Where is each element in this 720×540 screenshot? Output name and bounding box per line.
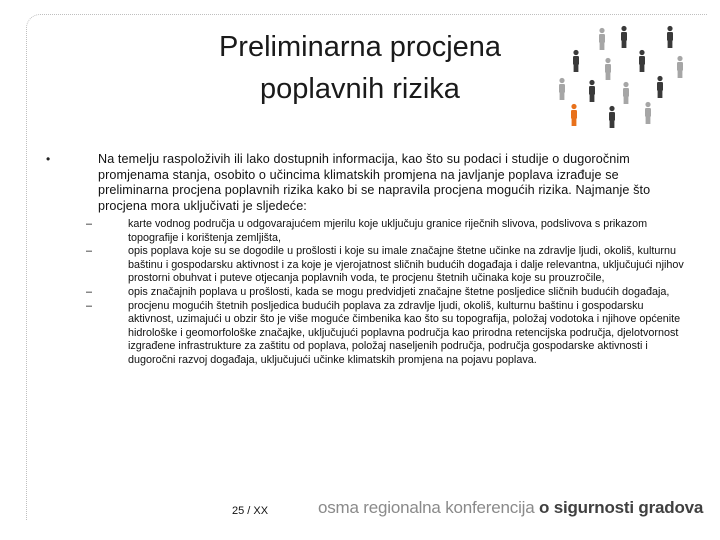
person-figure-icon	[559, 78, 565, 100]
sub-item-text: opis poplava koje su se dogodile u prošlosti i koje su imale značajne štetne učinke na zdravlje ljudi, okoliš, kulturnu baštinu i gospodarsku aktivnost i za koje je vjerojatnost sličnih budućih događaja i dalje relevantna, uključujući njihov prostorni obuhvat i puteve otjecanja poplavnih voda, te procjenu štetnih učinaka koje su prouzročile,	[128, 245, 684, 285]
sub-list	[86, 218, 686, 368]
brand-bold-text: o sigurnosti gradova	[539, 498, 704, 517]
sub-item-text: karte vodnog područja u odgovarajućem mjerilu koje uključuju granice riječnih slivova, podslivova s prikazom topografije i korištenja zemljišta,	[128, 218, 648, 244]
sub-item-text: procjenu mogućih štetnih posljedica budućih poplava za zdravlje ljudi, okoliš, kulturnu baštinu i gospodarsku aktivnost, uzimajući u obzir što je više moguće čimbenika kao što su topografija, položaj vodotoka i njihove općenite hidrološke i geomorfološke značajke, uključujući poplavna područja kao prirodna retencijska područja, djelotvornost izgrađene infrastrukture za zaštitu od poplava, položaj naseljenih područja, područja gospodarske aktivnosti i dugoročni razvoj događaja, uključujući učinke klimatskih promjena na pojavu poplava.	[128, 299, 681, 366]
person-figure-icon	[609, 106, 615, 128]
sub-item-4	[86, 300, 686, 368]
person-figure-icon	[573, 50, 579, 72]
sub-item-2	[86, 245, 686, 286]
person-figure-icon	[645, 102, 651, 124]
person-figure-icon	[639, 50, 645, 72]
sub-item-text: opis značajnih poplava u prošlosti, kada se mogu predvidjeti značajne štetne posljedice sličnih budućih događaja,	[128, 285, 670, 298]
page-number: 25 / XX	[232, 505, 269, 517]
slide-title	[150, 26, 570, 110]
person-figure-icon	[657, 76, 663, 98]
sub-item-dash: –	[86, 218, 93, 230]
brand-light-text: osma regionalna konferencija	[318, 498, 535, 517]
person-figure-icon	[589, 80, 595, 102]
people-network-icon	[552, 20, 692, 130]
sub-item-dash: –	[86, 299, 93, 312]
sub-item-dash: –	[86, 285, 93, 298]
sub-item-dash: –	[86, 245, 93, 258]
sub-item-3	[86, 286, 686, 300]
title-line-2: poplavnih rizika	[260, 73, 460, 105]
main-paragraph: Na temelju raspoloživih ili lako dostupnih informacija, kao što su podaci i studije o dugoročnim promjenama stanja, osobito o učincima klimatskih promjena na javljanje poplava izrađuje se preliminarna procjena poplavnih rizika kako bi se napravila procjena mogućih rizika. Najmanje što procjena mora uključivati je sljedeće:	[98, 152, 651, 213]
person-figure-icon	[667, 26, 673, 48]
person-figure-icon	[621, 26, 627, 48]
title-line-1: Preliminarna procjena	[218, 31, 502, 63]
person-figure-icon	[677, 56, 683, 78]
person-figure-icon	[571, 104, 577, 126]
sub-item-1	[86, 218, 686, 245]
person-figure-icon	[599, 28, 605, 50]
conference-brand	[318, 498, 703, 518]
person-figure-icon	[623, 82, 629, 104]
bullet-marker: •	[46, 152, 51, 166]
person-figure-icon	[605, 58, 611, 80]
